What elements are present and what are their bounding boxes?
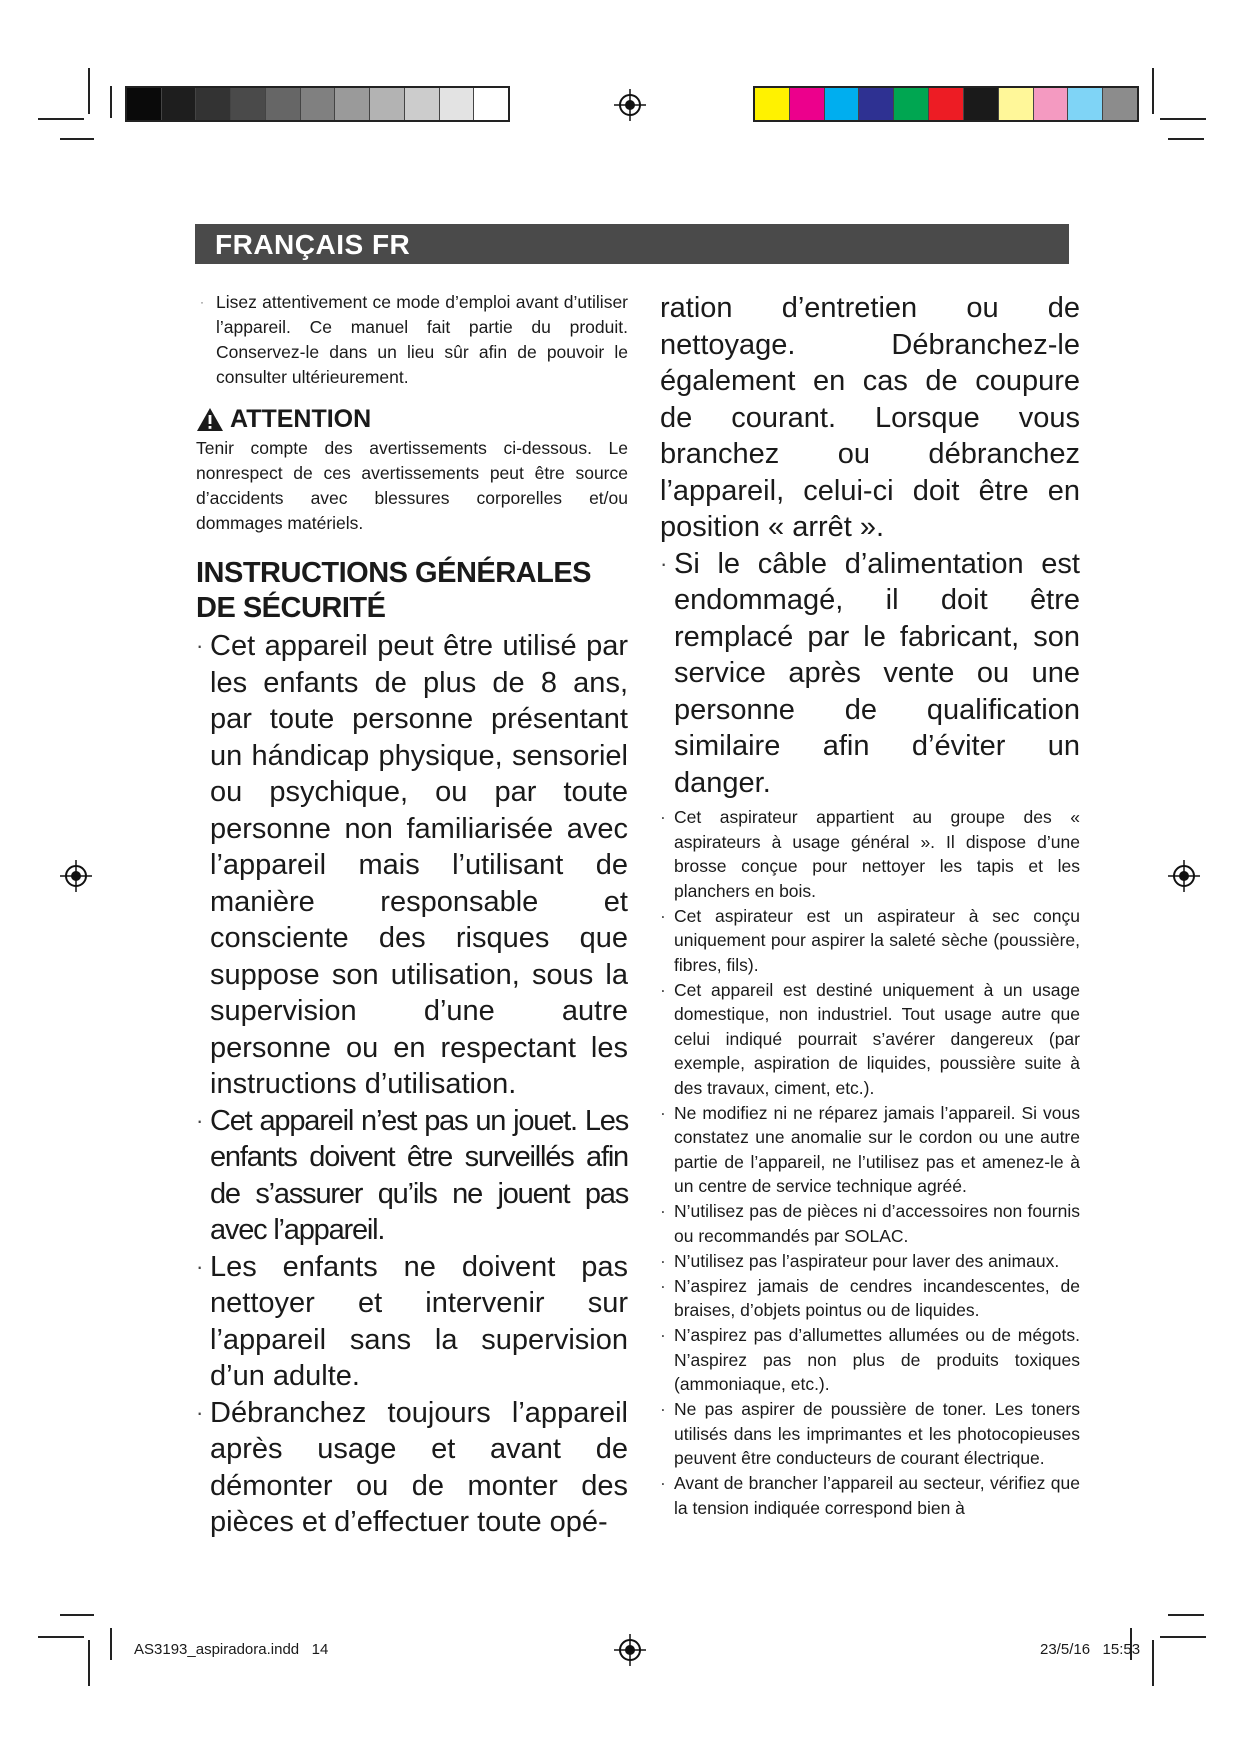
warning-triangle-icon	[196, 407, 224, 432]
color-swatch	[301, 88, 336, 120]
crop-mark	[60, 1614, 94, 1616]
bullet-dot: ·	[196, 1107, 203, 1133]
color-swatch	[162, 88, 197, 120]
color-swatch	[440, 88, 475, 120]
list-item	[660, 978, 1080, 1101]
list-item-text: Cet appareil n’est pas un jouet. Les enfants doivent être surveillés afin de s’assurer qu’ils ne jouent pas avec l’appareil.	[210, 1104, 628, 1246]
color-swatch	[370, 88, 405, 120]
list-item-text: Cet appareil peut être utilisé par les enfants de plus de 8 ans, par toute personne présentant un hándicap physique, sensoriel ou psychique, ou par toute personne non familiarisée avec l’appareil mais l’utilisant de manière responsable et consciente des risques que suppose son utilisation, sous la supervision d’une autre personne ou en respectant les instructions d’utilisation.	[210, 630, 628, 1100]
registration-mark-icon	[614, 1634, 646, 1666]
bullet-dot: ·	[196, 1253, 204, 1279]
list-item-text: Ne modifiez ni ne réparez jamais l’appareil. Si vous constatez une anomalie sur le cordon ou une autre partie de l’appareil, ne l’utilisez pas et amenez-le à un centre de service technique agréé.	[674, 1102, 1080, 1196]
color-swatch	[1103, 88, 1137, 120]
bullet-dot: ·	[660, 979, 666, 1000]
crop-mark	[38, 118, 84, 120]
list-item	[660, 546, 1080, 802]
color-swatch	[335, 88, 370, 120]
bullet-dot: ·	[200, 295, 204, 309]
list-item	[660, 1323, 1080, 1397]
bullet-dot: ·	[660, 550, 668, 576]
language-header: FRANÇAIS FR	[195, 224, 1069, 264]
list-item	[660, 1249, 1080, 1274]
list-item-text: Ne pas aspirer de poussière de toner. Les toners utilisés dans les imprimantes et les photocopieuses peuvent être conducteurs de courant électrique.	[674, 1399, 1080, 1468]
color-swatch	[196, 88, 231, 120]
list-item-text: Les enfants ne doivent pas nettoyer et intervenir sur l’appareil sans la supervision d’un adulte.	[210, 1250, 628, 1392]
bullet-dot: ·	[660, 1399, 666, 1419]
section-title-line: DE SÉCURITÉ	[196, 592, 386, 624]
footer-date-slug: 23/5/16 15:53	[1040, 1641, 1141, 1658]
list-item	[196, 1103, 628, 1249]
color-swatch	[755, 88, 790, 120]
grayscale-calibration-bar	[125, 86, 510, 122]
crop-mark	[1168, 1614, 1204, 1616]
section-title-line: INSTRUCTIONS GÉNÉRALES	[196, 557, 592, 589]
crop-mark	[88, 68, 90, 114]
list-item	[660, 1471, 1080, 1520]
color-swatch	[266, 88, 301, 120]
color-swatch	[231, 88, 266, 120]
color-swatch	[474, 88, 508, 120]
list-item	[660, 805, 1080, 903]
list-item-text: Cet appareil est destiné uniquement à un usage domestique, non industriel. Tout usage autre que celui indiqué pourrait s’avérer dangereux (par exemple, aspiration de liquides, poussière suite à des travaux, ciment, etc.).	[674, 979, 1080, 1098]
crop-mark	[1152, 68, 1154, 114]
color-swatch	[790, 88, 825, 120]
list-item-text: N’aspirez jamais de cendres incandescentes, de braises, d’objets pointus ou de liquides.	[674, 1275, 1080, 1320]
bullet-dot: ·	[660, 1201, 666, 1221]
list-item-text: Si le câble d’alimentation est endommagé, il doit être remplacé par le fabricant, son service après vente ou une personne de qualification similaire afin d’éviter un danger.	[674, 547, 1080, 799]
crop-mark	[1160, 1636, 1206, 1638]
bullet-dot: ·	[660, 1250, 666, 1271]
right-column	[660, 290, 1080, 1521]
crop-mark	[38, 1636, 84, 1638]
crop-mark	[88, 1640, 90, 1686]
color-calibration-bar	[753, 86, 1139, 122]
attention-title: ATTENTION	[230, 405, 372, 433]
bullet-dot: ·	[660, 1102, 666, 1123]
list-item-text: Cet aspirateur est un aspirateur à sec conçu uniquement pour aspirer la saleté sèche (poussière, fibres, fils).	[674, 905, 1080, 975]
crop-mark	[1160, 118, 1206, 120]
crop-mark	[60, 138, 94, 140]
color-swatch	[825, 88, 860, 120]
bullet-dot: ·	[660, 807, 666, 827]
registration-mark-icon	[60, 860, 92, 892]
list-item	[660, 1101, 1080, 1199]
list-item-text: Débranchez toujours l’appareil après usage et avant de démonter ou de monter des pièces et d’effectuer toute opé-	[210, 1396, 628, 1538]
list-item	[196, 1395, 628, 1541]
bullet-dot: ·	[660, 905, 666, 926]
list-item-text: N’utilisez pas de pièces ni d’accessoires non fournis ou recommandés par SOLAC.	[674, 1201, 1080, 1246]
bullet-dot: ·	[660, 1473, 666, 1493]
attention-text: Tenir compte des avertissements ci-dessous. Le nonrespect de ces avertissements peut être source d’accidents avec blessures corporelles et/ou dommages matériels.	[196, 438, 628, 533]
intro-paragraph	[196, 290, 628, 390]
list-item-text: N’aspirez pas d’allumettes allumées ou de mégots. N’aspirez pas non plus de produits toxiques (ammoniaque, etc.).	[674, 1325, 1080, 1394]
intro-text: Lisez attentivement ce mode d’emploi avant d’utiliser l’appareil. Ce manuel fait partie du produit. Conservez-le dans un lieu sûr afin de pouvoir le consulter ultérieurement.	[216, 292, 628, 387]
crop-mark	[110, 86, 112, 118]
color-swatch	[1034, 88, 1069, 120]
crop-mark	[1168, 138, 1204, 140]
list-item	[660, 1397, 1080, 1471]
color-swatch	[929, 88, 964, 120]
bullet-dot: ·	[660, 1275, 666, 1296]
left-column	[196, 290, 628, 1541]
bullet-dot: ·	[196, 633, 204, 658]
list-item	[196, 628, 628, 1103]
list-item	[660, 1274, 1080, 1323]
section-title	[196, 556, 628, 626]
list-item-text: Cet aspirateur appartient au groupe des « aspirateurs à usage général ». Il dispose d’une brosse conçue pour nettoyer les tapis et les planchers en bois.	[674, 807, 1080, 901]
list-item	[660, 904, 1080, 978]
color-swatch	[405, 88, 440, 120]
crop-mark	[110, 1628, 112, 1660]
crop-mark	[1152, 1640, 1154, 1686]
color-swatch	[1068, 88, 1103, 120]
continued-paragraph: ration d’entretien ou de nettoyage. Débranchez-le également en cas de coupure de courant. Lorsque vous branchez ou débranchez l’appareil, celui-ci doit être en position « arrêt ».	[660, 292, 1080, 543]
color-swatch	[859, 88, 894, 120]
footer-file-slug: AS3193_aspiradora.indd 14	[134, 1641, 329, 1658]
color-swatch	[964, 88, 999, 120]
registration-mark-icon	[1168, 860, 1200, 892]
attention-heading	[196, 404, 628, 434]
color-swatch	[894, 88, 929, 120]
registration-mark-icon	[614, 89, 646, 121]
bullet-dot: ·	[660, 1325, 666, 1345]
list-item	[660, 1199, 1080, 1248]
list-item-text: Avant de brancher l’appareil au secteur, vérifiez que la tension indiquée correspond bien à	[674, 1473, 1080, 1518]
list-item	[196, 1249, 628, 1395]
color-swatch	[127, 88, 162, 120]
color-swatch	[999, 88, 1034, 120]
list-item-text: N’utilisez pas l’aspirateur pour laver des animaux.	[674, 1250, 1060, 1271]
bullet-dot: ·	[196, 1399, 204, 1425]
